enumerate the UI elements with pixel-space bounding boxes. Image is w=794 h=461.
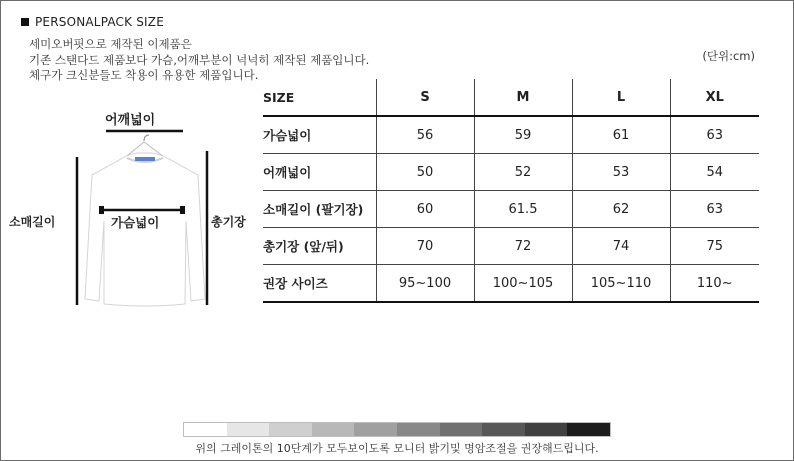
description-line: 기존 스탠다드 제품보다 가슴,어깨부분이 넉넉히 제작된 제품입니다. [29,52,370,67]
size-s-header: S [376,79,474,116]
table-row [263,116,759,154]
cell-value: 56 [376,116,474,154]
cell-value: 54 [670,154,759,191]
cell-value: 70 [376,228,474,265]
gray-swatch [184,423,227,436]
row-label: 권장 사이즈 [263,265,376,303]
table-row [263,191,759,228]
sleeve-length-label: 소매길이 [9,215,56,229]
cell-value: 50 [376,154,474,191]
table-row [263,228,759,265]
gray-swatch [525,423,568,436]
cell-value: 62 [572,191,670,228]
chest-measure-right-cap [180,206,185,214]
cell-value: 61 [572,116,670,154]
size-l-header: L [572,79,670,116]
grayscale-calibration-bar [183,422,611,437]
page-title-text: PERSONALPACK SIZE [35,15,164,29]
size-m-header: M [474,79,572,116]
table-row [263,265,759,303]
row-label: 가슴넓이 [263,116,376,154]
cell-value: 61.5 [474,191,572,228]
cell-value: 74 [572,228,670,265]
cell-value: 105~110 [572,265,670,303]
product-description [29,37,369,84]
cell-value: 75 [670,228,759,265]
gray-swatch [567,423,610,436]
cell-value: 72 [474,228,572,265]
row-label: 소매길이 (팔기장) [263,191,376,228]
chest-width-label: 가슴넓이 [111,215,160,230]
row-label: 어깨넓이 [263,154,376,191]
shoulder-width-label: 어깨넓이 [105,113,156,128]
gray-swatch [227,423,270,436]
cell-value: 95~100 [376,265,474,303]
cell-value: 53 [572,154,670,191]
page-title [21,15,164,29]
table-row [263,154,759,191]
size-table [263,79,759,303]
gray-swatch [397,423,440,436]
cell-value: 63 [670,191,759,228]
size-xl-header: XL [670,79,759,116]
cell-value: 60 [376,191,474,228]
total-length-label: 총기장 [211,215,246,229]
hanger-hook [144,135,149,141]
gray-swatch [354,423,397,436]
gray-swatch [482,423,525,436]
unit-label: (단위:cm) [702,49,755,63]
gray-swatch [440,423,483,436]
chest-measure-left-cap [99,206,104,214]
size-header-row [263,79,759,116]
square-bullet-icon [21,18,29,26]
gray-swatch [269,423,312,436]
gray-swatch [312,423,355,436]
row-label: 총기장 (앞/뒤) [263,228,376,265]
description-line: 세미오버핏으로 제작된 이제품은 [29,37,192,51]
monitor-calibration-note: 위의 그레이톤의 10단계가 모두보이도록 모니터 밝기및 명암조절을 권장해드립니다. [195,442,599,455]
description-line: 체구가 크신분들도 착용이 유용한 제품입니다. [29,68,259,82]
neck-label [135,157,155,161]
cell-value: 52 [474,154,572,191]
cell-value: 59 [474,116,572,154]
cell-value: 100~105 [474,265,572,303]
size-header-label: SIZE [263,79,376,116]
cell-value: 63 [670,116,759,154]
cell-value: 110~ [670,265,759,303]
